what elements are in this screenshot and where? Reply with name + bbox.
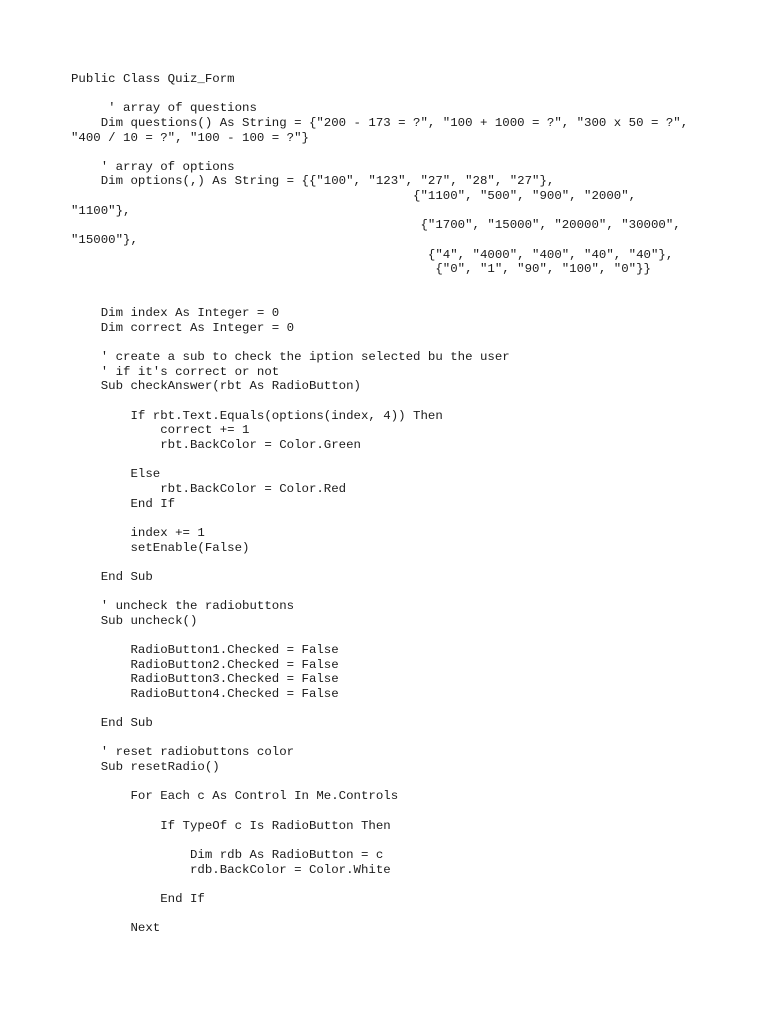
code-line: End If: [71, 891, 205, 906]
code-line: ' uncheck the radiobuttons: [71, 599, 295, 614]
code-line: End Sub: [71, 569, 153, 584]
code-line: [71, 833, 731, 848]
code-line: Dim questions() As String = {"200 - 173 = ?", "100 + 1000 = ?", "300 x 50 = ?",: [71, 115, 689, 130]
code-line: [71, 277, 731, 292]
code-line: index += 1: [71, 525, 205, 540]
code-line: End Sub: [71, 716, 153, 731]
code-line: ' create a sub to check the iption selected bu the user: [71, 350, 510, 365]
code-line: Dim correct As Integer = 0: [71, 320, 295, 335]
code-line: Sub checkAnswer(rbt As RadioButton): [71, 379, 361, 394]
code-line: RadioButton2.Checked = False: [71, 657, 339, 672]
code-line: [71, 775, 731, 790]
code-line: RadioButton3.Checked = False: [71, 672, 339, 687]
code-line: "15000"},: [71, 233, 138, 248]
code-line: rbt.BackColor = Color.Green: [71, 438, 361, 453]
code-line: [71, 584, 731, 599]
code-line: "400 / 10 = ?", "100 - 100 = ?"}: [71, 130, 309, 145]
code-line: Sub uncheck(): [71, 613, 198, 628]
code-line: [71, 702, 731, 717]
code-line: {"0", "1", "90", "100", "0"}}: [71, 262, 651, 277]
code-line: If rbt.Text.Equals(options(index, 4)) Then: [71, 408, 443, 423]
code-line: Dim rdb As RadioButton = c: [71, 847, 384, 862]
code-line: ' reset radiobuttons color: [71, 745, 295, 760]
code-line: setEnable(False): [71, 540, 250, 555]
code-listing: [71, 72, 731, 936]
code-line: Next: [71, 921, 161, 936]
code-line: For Each c As Control In Me.Controls: [71, 789, 399, 804]
code-line: [71, 453, 731, 468]
code-line: RadioButton1.Checked = False: [71, 642, 339, 657]
code-line: ' array of options: [71, 159, 235, 174]
code-line: [71, 336, 731, 351]
code-line: [71, 907, 731, 922]
code-line: [71, 292, 731, 307]
code-line: ' if it's correct or not: [71, 364, 280, 379]
code-line: ' array of questions: [71, 101, 257, 116]
code-line: [71, 804, 731, 819]
code-line: Sub resetRadio(): [71, 760, 220, 775]
code-line: {"1700", "15000", "20000", "30000",: [71, 218, 681, 233]
code-line: Else: [71, 467, 161, 482]
code-line: [71, 628, 731, 643]
code-line: RadioButton4.Checked = False: [71, 686, 339, 701]
code-line: If TypeOf c Is RadioButton Then: [71, 818, 391, 833]
code-line: [71, 145, 731, 160]
code-line: End If: [71, 496, 176, 511]
code-line: [71, 87, 731, 102]
code-line: rdb.BackColor = Color.White: [71, 862, 391, 877]
code-line: {"4", "4000", "400", "40", "40"},: [71, 247, 674, 262]
code-line: Public Class Quiz_Form: [71, 72, 235, 86]
code-line: [71, 511, 731, 526]
code-line: "1100"},: [71, 203, 131, 218]
code-line: {"1100", "500", "900", "2000",: [71, 189, 637, 204]
code-line: [71, 394, 731, 409]
code-line: Dim options(,) As String = {{"100", "123", "27", "28", "27"},: [71, 174, 555, 189]
code-line: [71, 555, 731, 570]
code-line: rbt.BackColor = Color.Red: [71, 481, 347, 496]
code-line: [71, 731, 731, 746]
code-line: correct += 1: [71, 423, 250, 438]
code-line: [71, 877, 731, 892]
code-line: Dim index As Integer = 0: [71, 306, 280, 321]
